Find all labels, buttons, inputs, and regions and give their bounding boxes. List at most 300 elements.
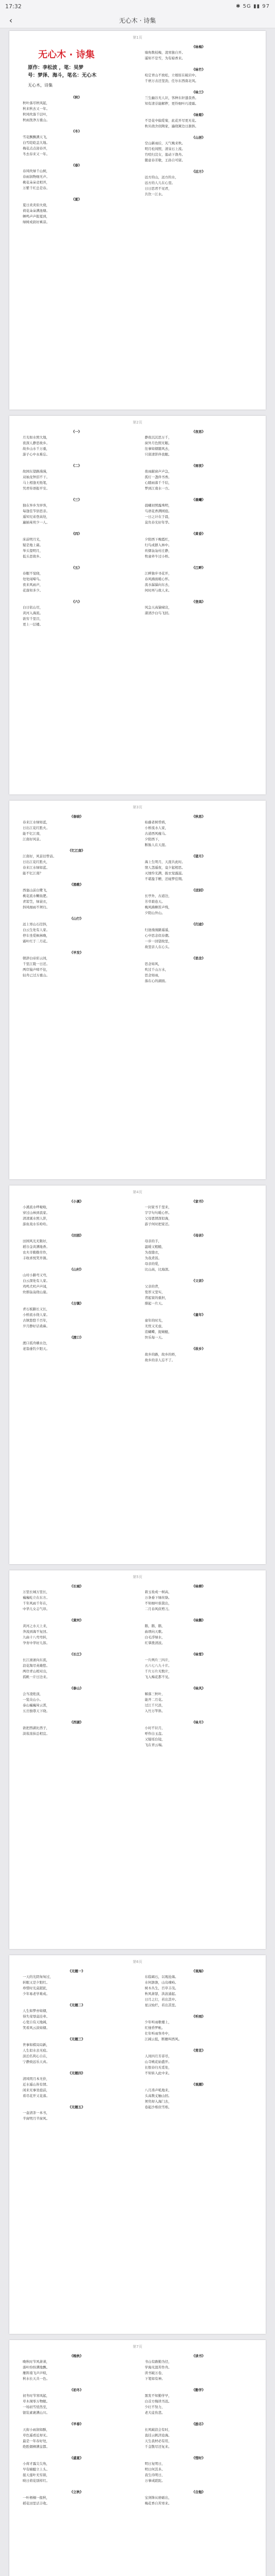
stanza-gap [23,1329,131,1335]
poem-line: 清清溪水照人影， [23,1216,50,1221]
poem-line: 古道西风瘦马。 [144,832,168,836]
stanza-gap [23,1680,131,1686]
poem-line: 黄河入海流。 [23,611,43,615]
poem-line: 无忧又无虑， [144,1324,165,1328]
poem-line: 知有清芬能解秽，更怜细叶巧凌霜。 [144,101,199,106]
poem-title: 《无题一》 [68,1969,85,1973]
stanza-gap [145,84,253,90]
poem-line: 五六七八九十片。 [144,1664,172,1668]
poem-line: 春来江水绿如蓝， [23,820,50,824]
poem-line: 日月之行，若出其中。 [144,1997,179,2002]
poem-line: 学海无涯苦作舟。 [144,2365,172,2369]
poem-title: 《咏柳》 [191,1584,205,1588]
poem-line: 晚秋时节风萧萧， [23,2360,50,2364]
poem-line: 花落知多少。 [23,588,43,592]
poem-column-left [23,814,131,1169]
poem-title: 《四》 [71,532,82,536]
stanza-gap [23,1612,131,1618]
poem-column-left [23,2353,131,2576]
poem-line: 牧童牵牛过小桥。 [144,554,172,558]
poem-column-right [145,44,253,399]
poem-column-right [145,429,253,784]
stanza-gap [23,594,131,599]
poem-line: 夜深人静思故乡。 [23,441,50,445]
poem-line: 吹过千山万水， [144,968,168,972]
poem-title: 《盛夏》 [70,2456,84,2460]
poem-title: 《夜思》 [191,430,205,434]
poem-title: 《咏梅》 [191,45,205,49]
stanza-gap [23,910,131,916]
poem-line: 夕阳西下， [144,837,161,841]
stanza-gap [145,457,253,463]
page-number: 第2页 [133,420,142,425]
poem-line: 天街小雨润如酥， [23,2428,50,2432]
poem-line: 能开二月花。 [144,1698,165,1702]
stanza-gap [145,1680,253,1686]
status-icons: ✱ 5G ▮▮ 97 [236,3,270,9]
poem-line: 水何澹澹，山岛竦峙。 [144,1980,179,1985]
poem-line: 春风吹绿千山树， [23,169,50,173]
poem-line: 马上相逢无纸笔， [23,481,50,485]
poem-line: 不知转入此中来。 [144,2071,172,2075]
poem-line: 轻舟已过万重山。 [23,973,50,977]
page-number: 第3页 [133,805,142,809]
poem-line: 墙角数枝梅，凌寒独自开。 [144,50,185,55]
document-page [9,1955,266,2334]
poem-line: 飞入梅花都不见。 [144,1675,172,1679]
poem-line: 明日复明日， [144,2462,165,2466]
poem-title: 《咏雪》 [191,1652,205,1656]
stanza-gap [23,944,131,950]
poem-line: 农夫辛勤勤劳作， [23,1250,50,1255]
poem-line: 巍巍屹立在东方。 [23,1596,50,1600]
poem-title: 《咏竹》 [191,67,205,72]
poem-line: 奔流到海不复回。 [23,1630,50,1634]
poem-title: 《长江》 [70,1652,84,1656]
stanza-gap [145,560,253,565]
poem-line: 我生待明日， [144,2473,165,2477]
poem-line: 黄河之水天上来， [23,1624,50,1628]
poem-title: 《渡口》 [70,1335,84,1340]
poem-line: 故园东望路漫漫， [23,469,50,473]
poem-line: 远上寒山石径斜， [23,922,50,926]
poem-title: 《故乡》 [191,1347,205,1351]
poem-line: 一日之计在于晨， [144,515,172,519]
poem-title: 《雨夜》 [191,464,205,468]
poem-title: 《秋》 [71,95,82,99]
poem-line: 江南好，风景旧曾谙。 [23,854,56,858]
stanza-gap [145,526,253,531]
title-bar [0,12,275,28]
poem-line: 宁静致远乐天真。 [23,2060,50,2064]
poem-line: 天生我材必有用， [144,2439,172,2443]
poem-line: 看尽花开又花落。 [23,2094,50,2098]
poem-line: 春雨润物细无声。 [23,175,50,179]
poem-column-left [23,1584,131,1939]
poem-title: 《山行》 [70,917,84,921]
document-page [9,2340,266,2576]
poem-line: 宽厚又坚实， [144,1290,165,1294]
poem-line: 梅花香自苦寒来。 [144,2501,172,2505]
stanza-gap [145,492,253,497]
poem-title: 《夏》 [71,197,82,201]
poem-column-right [145,2353,253,2576]
stanza-gap [145,1341,253,1346]
stanza-gap [145,2008,253,2014]
stanza-gap [145,2076,253,2082]
stanza-gap [23,560,131,565]
poem-line: 母亲的手， [144,1239,161,1243]
status-time: 17:32 [5,3,22,10]
poem-line: 风急天高猿啸哀， [144,605,172,609]
stanza-gap [23,2065,131,2071]
stanza-gap [23,89,131,95]
poem-line: 初冬时节寒风起， [23,2394,50,2398]
poem-line: 转眼又是夕阳红。 [23,1980,50,1985]
poem-title: 《父亲》 [191,1279,205,1283]
poem-title: 《赏花》 [191,2048,205,2053]
stanza-gap [145,1612,253,1618]
poem-title: 《初冬》 [70,2388,84,2392]
poem-line: 遍插茱萸少一人。 [23,520,50,524]
stanza-gap [145,107,253,112]
poem-line: 字字句句暖心怀。 [144,1211,172,1215]
poem-line: 举头望明月， [23,549,43,553]
poem-title: 《归途》 [191,922,205,926]
poem-line: 斜风细雨不须归。 [23,905,50,909]
poem-line: 白首方悔读书迟。 [144,2399,172,2403]
poem-title: 《黄昏》 [191,532,205,536]
poem-title: 《山村》 [70,1267,84,1272]
poem-line: 枯藤老树昏鸦， [144,820,168,824]
poem-line: 不是花中偏爱菊，此花开尽更无花。 [144,118,199,123]
poem-line: 凭君传语报平安。 [23,486,50,490]
poem-line: 处处闻啼鸟。 [23,577,43,581]
poem-line: 长江滚滚向东流， [23,1658,50,1662]
poem-column-right [145,1584,253,1939]
stanza-gap [23,1997,131,2003]
poem-line: 白日依山尽， [23,605,43,609]
poem-line: 曲项向天歌。 [144,1630,165,1634]
poem-line: 朝辞白帝彩云间， [23,956,50,960]
stanza-gap [23,1714,131,1720]
poem-line: 清风明月本无价， [23,2077,50,2081]
poem-line: 停车坐爱枫林晚， [23,934,50,938]
page-number: 第5页 [133,1575,142,1579]
document-page [9,801,266,1179]
poem-column-left [23,1199,131,1554]
poem-title: 《远方》 [191,170,205,174]
poem-title: 《无题四》 [68,2071,85,2075]
poem-title: 《渔歌》 [70,883,84,887]
poem-title: 《无题三》 [68,2037,85,2041]
poem-line: 绿树成荫好乘凉。 [23,220,50,224]
poem-line: 故乡山水千万重， [23,447,50,451]
poem-line: 日出江花红胜火。 [23,826,50,830]
poem-line: 珍惜时光莫蹉跎， [23,1986,50,1990]
poem-line: 日日思君不见君， [144,187,172,191]
poem-line: 春眠不觉晓， [23,571,43,575]
window-title: 无心木 · 诗集 [119,16,156,24]
poem-line: 万条垂下绿丝绦。 [144,1596,172,1600]
poem-line: 秋风吹落千层叶， [23,112,50,116]
poem-line: 小桥流水绕人家。 [23,1313,50,1317]
poem-title: 《早春》 [70,2422,84,2426]
poem-line: 老大徒伤悲。 [144,2411,165,2415]
poem-line: 蝉鸣声声报夏到， [23,214,50,218]
stanza-gap [23,842,131,848]
poem-line: 卷起沙堆似雪堆。 [144,2105,172,2109]
document-page [9,1570,266,1949]
poem-line: 树木丛生，百草丰茂。 [144,1986,179,1990]
poem-line: 故里亲人在心头。 [144,945,172,949]
poem-line: 人生如梦亦如烟， [23,2009,50,2013]
poem-line: 心随雨落千千结， [144,481,172,485]
poem-line: 少壮不努力， [144,2405,165,2409]
poem-column-right [145,1199,253,1554]
poem-line: 游子何时把家还。 [144,1222,172,1226]
stanza-gap [23,2450,131,2455]
book-title: 无心木 · 诗集 [38,49,95,60]
stanza-gap [145,2416,253,2421]
stanza-gap [23,2031,131,2037]
poem-line: 追蝴蝶，捉蜻蜓， [144,1330,172,1334]
poem-line: 白毛浮绿水， [144,1635,165,1639]
poem-line: 八月涛声吼地来， [144,2088,172,2092]
poem-line: 山村小路弯又弯， [23,1273,50,1277]
poem-title: 《黄河》 [70,1618,84,1622]
poem-line: 白雪皑皑盖大地。 [23,141,50,145]
poem-line: 又疑瑶台镜， [144,1737,165,1741]
poem-line: 黑发不知勤学早， [144,2394,172,2398]
poem-line: 桃花流水鳜鱼肥。 [23,894,50,898]
poem-line: 遥知兄弟登高处， [23,515,50,519]
poem-line: 灭烛怜光满，披衣觉露滋。 [144,871,185,875]
poem-line: 往事如烟随风去， [144,447,172,451]
poem-line: 能不忆江南， [23,832,43,836]
poem-line: 长恨春归无觅处， [144,2065,172,2070]
stanza-gap [145,2450,253,2455]
poem-line: 稻谷金黄满地香。 [23,1245,50,1249]
stanza-gap [23,492,131,497]
poem-line: 炊烟袅袅绕山崖。 [23,1290,50,1294]
poem-line: 古镇悠悠千百年， [23,1318,50,1323]
poem-line: 双袖龙钟泪不干。 [23,475,50,479]
poem-line: 遥知不是雪，为有暗香来。 [144,56,185,60]
poem-line: 归途漫漫路遥遥， [144,928,172,932]
poem-line: 梅花点点迎春开， [23,146,50,150]
poem-line: 江阔云低，断雁叫西风。 [144,2037,182,2041]
poem-line: 夏日炎炎似火烧， [23,203,50,207]
poem-line: 中华儿女志气昂。 [23,1607,50,1611]
poem-line: 明日何其多。 [144,2467,165,2471]
poem-line: 低头思故乡。 [23,554,43,558]
poem-line: 世事如棋局局新， [23,2043,50,2047]
poem-title: 《无题五》 [68,2105,85,2109]
poem-line: 田园风光无限好， [23,1239,50,1243]
poem-line: 稻花田里话丰收。 [23,2501,50,2505]
poem-title: 《勤学》 [191,2388,205,2392]
poem-title: 《观潮》 [191,2082,205,2087]
poem-line: 东临碣石，以观沧海。 [144,1975,179,1979]
poem-title: 《咏月》 [191,1720,205,1724]
poem-line: 秋叶落尽秋风起， [23,101,50,105]
poem-line: 浪花淘尽英雄愁。 [23,1664,50,1668]
poem-title: 《自勉》 [191,2490,205,2494]
poem-line: 故乡的路，故乡的桥， [144,1352,179,1357]
poem-title: 《西湖》 [70,1720,84,1724]
poem-line: 落在心的湖面。 [144,979,168,983]
poem-line: 千里江陵一日还。 [23,962,50,966]
stanza-gap [145,594,253,599]
poem-line: 流水潺潺向东去， [144,583,172,587]
stanza-gap [145,1227,253,1233]
poem-line: 夜雨敲窗声声急， [144,469,172,473]
poem-title: 《观海》 [191,1969,205,1973]
stanza-gap [145,950,253,956]
stanza-gap [145,2382,253,2387]
poem-line: 秋风萧瑟，洪波涌起。 [144,1992,179,1996]
stanza-gap [23,876,131,882]
poem-column-left [23,429,131,784]
stanza-gap [23,191,131,197]
poem-title: 《长城》 [70,1584,84,1588]
poem-line: 青石板路长又长， [23,1307,50,1311]
poem-title: 《秋思》 [191,815,205,819]
poem-line: 归鸟成群入林中。 [144,543,172,547]
poem-line: 一叶梧桐一报秋， [23,2496,50,2500]
poem-line: 长风破浪会有时， [144,2428,172,2432]
poem-line: 咬定青山不放松，立根原在破岩中。 [144,73,199,77]
cover-note: 无心木，诗集 [28,83,53,88]
poem-line: 一壶清茶一本书， [23,2111,50,2115]
stanza-gap [23,123,131,129]
poem-line: 人间四月芳菲尽， [144,2054,172,2058]
poem-title: 《励志》 [191,2422,205,2426]
poem-line: 孤帆一片日边来。 [23,1675,50,1679]
poem-line: 快乐每一天。 [144,1335,165,1340]
poem-line: 鸡鸣犬吠声声闻， [23,1284,50,1289]
poem-line: 飞在青云端。 [144,1743,165,1747]
poem-line: 月光如水照大地， [23,435,50,439]
stanza-gap [145,61,253,67]
poem-line: 白云深处有人家。 [23,1279,50,1283]
poem-line: 半窗明月半窗风。 [23,2116,50,2121]
poem-line: 撑起一片天。 [144,1301,165,1306]
poem-line: 日出江花红胜火， [23,860,50,864]
poem-line: 江南好风景。 [23,837,43,841]
poem-line: 人生似水去无痕。 [23,2048,50,2053]
poem-line: 竹喧归浣女，莲动下渔舟。 [144,152,185,157]
poem-line: 银装素裹满山川。 [23,2411,50,2415]
poem-line: 荷花朵朵满池塘。 [23,209,50,213]
poem-line: 春来江水绿如蓝。 [23,866,50,870]
poem-line: 独在异乡为异客， [23,503,50,507]
poem-title: 《五》 [71,566,82,570]
stanza-gap [23,2484,131,2489]
poem-line: 小荷才露尖尖角， [23,2462,50,2466]
poem-line: 温暖又粗糙， [144,1245,165,1249]
poem-line: 父母恩情深似海， [144,1216,172,1221]
poem-line: 星汉灿烂，若出其里。 [144,2003,179,2007]
poem-line: 鸟语花香满园庭。 [144,509,172,513]
stanza-gap [23,1295,131,1301]
poem-title: 《江畔》 [191,566,205,570]
poem-line: 须臾却入海门去， [144,2099,172,2104]
poem-line: 思念如雨， [144,973,161,977]
stanza-gap [23,2099,131,2105]
poem-line: 夕阳西下晚霞红， [144,537,172,541]
poem-line: 少年易老学难成。 [23,1992,50,1996]
poem-line: 晚风拂柳笛声残， [144,905,172,909]
poem-title: 《春晓》 [70,815,84,819]
page-number: 第1页 [133,36,142,40]
poem-line: 一览众山小。 [23,1698,43,1702]
poem-line: 二月春风似剪刀。 [144,1607,172,1611]
back-arrow-icon[interactable]: ‹ [9,15,13,25]
poem-line: 江畔独步寻花开， [144,571,172,575]
stanza-gap [23,457,131,463]
document-page [9,416,266,794]
poem-line: 渡口孤舟横水边， [23,1341,50,1345]
poem-line: 晨曦初照露珠明， [144,503,172,507]
poem-title: 《童年》 [191,1313,205,1317]
poem-title: 《六》 [71,600,82,604]
stanza-gap [145,129,253,135]
poem-line: 情人怨遥夜，竟夕起相思。 [144,866,185,870]
poem-line: 能不忆江南？ [23,871,43,875]
poem-line: 渚清沙白鸟飞回。 [144,611,172,615]
poem-line: 少年听雨歌楼上， [144,2020,172,2024]
poem-line: 一步一回望故里， [144,939,172,943]
poem-line: 穿过山林到我家。 [23,1211,50,1215]
poem-line: 一天的光阴匆匆过， [23,1975,53,1979]
stanza-gap [23,2416,131,2421]
poem-line: 海上生明月，天涯共此时。 [144,860,185,864]
poem-line: 解落三秋叶， [144,1692,165,1696]
stanza-gap [145,1646,253,1652]
author-line: 原作：李松波 ，笔：吴梦 [28,65,84,71]
poem-title: 《田园》 [70,1233,84,1238]
poem-line: 何时再与故人来。 [144,588,172,592]
poem-line: 秋水长天共一色。 [23,2377,50,2381]
poem-line: 万事成蹉跎。 [144,2479,165,2483]
stanza-gap [23,157,131,163]
poem-title: 《三》 [71,498,82,502]
poem-line: 空山新雨后，天气晚来秋。 [144,141,185,145]
poem-line: 下笔如有神。 [144,2377,165,2381]
poem-line: 鹅，鹅，鹅， [144,1624,165,1628]
poem-line: 秋丛绕舍似陶家，遍绕篱边日渐斜。 [144,124,199,128]
poem-line: 两岸青山相对出， [23,1669,50,1673]
poem-line: 远方的山，远方的水， [144,175,179,179]
poem-line: 春风拂面暖心怀。 [144,577,172,581]
poem-title: 《送别》 [191,888,205,892]
poem-line: 淡妆浓抹总相宜。 [23,1732,50,1736]
poem-line: 为我煮饭。 [144,1256,161,1260]
poem-line: 父亲的背， [144,1284,161,1289]
poem-column-right [145,814,253,1169]
poem-line: 思念如风， [144,962,161,966]
poem-title: 《立秋》 [70,2490,84,2494]
poem-line: 夜来风雨声， [23,583,43,587]
poem-line: 青箬笠，绿蓑衣， [23,900,50,904]
stanza-gap [145,848,253,854]
poem-line: 泰山巍巍耸云霄， [23,1703,50,1707]
poem-line: 桃花朵朵竞相开， [23,180,50,184]
stanza-gap [23,526,131,531]
stanza-gap [23,1227,131,1233]
